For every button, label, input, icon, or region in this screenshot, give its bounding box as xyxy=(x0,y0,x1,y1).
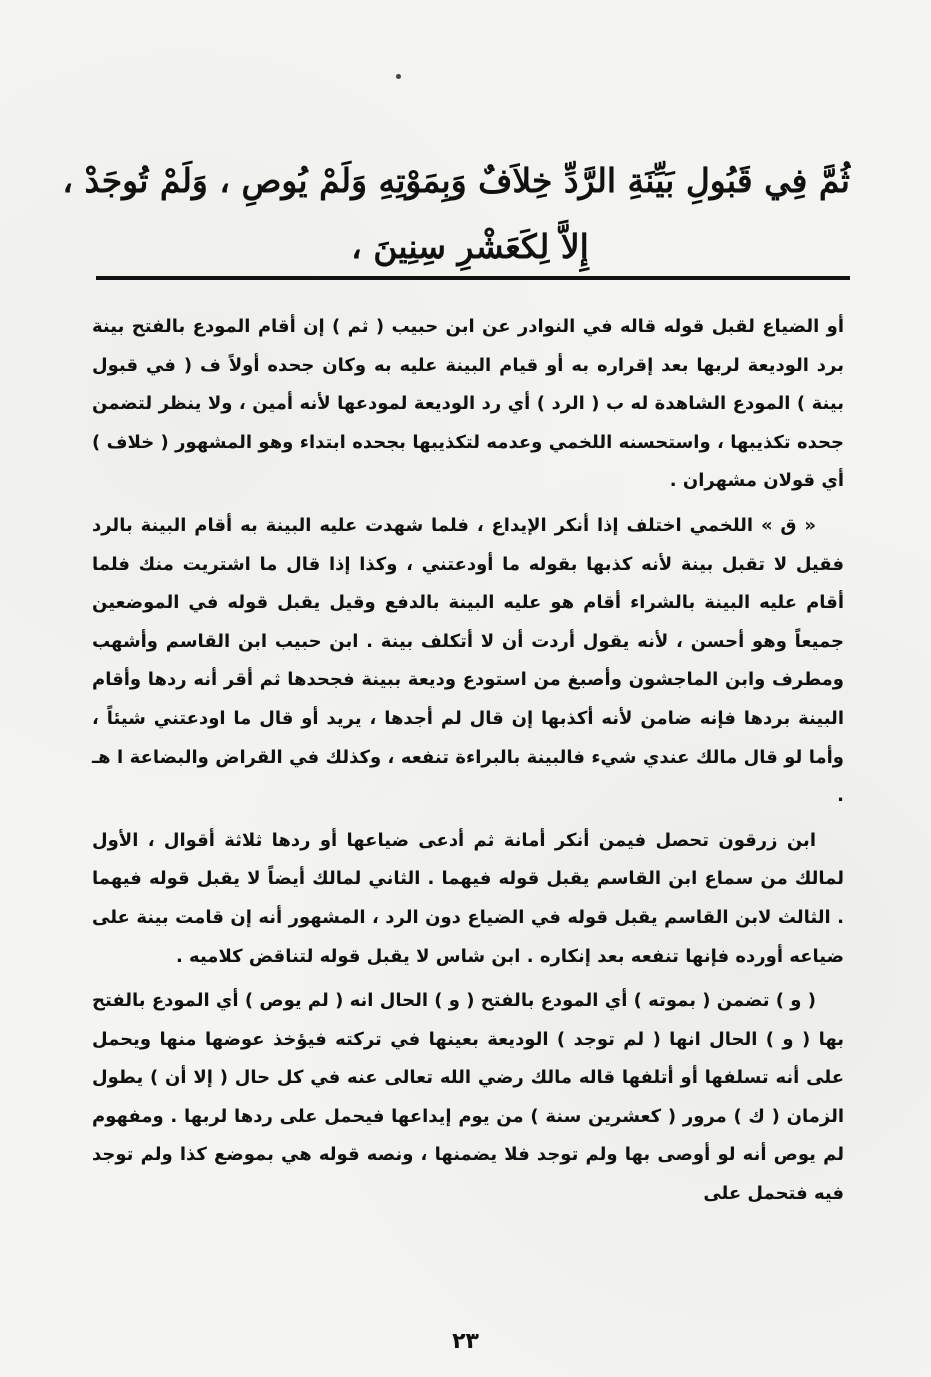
header-divider xyxy=(96,276,850,280)
commentary-body xyxy=(92,308,844,1220)
ink-dot xyxy=(396,74,401,79)
page-number: ٢٣ xyxy=(452,1329,479,1354)
verse-line-2: إِلاَّ لِكَعَشْرِ سِنِينَ ، xyxy=(351,227,589,266)
paragraph: أو الضياع لقبل قوله قاله في النوادر عن ابن حبيب ( ثم ) إن أقام المودع بالفتح بينة برد الوديعة لربها بعد إقراره به أو قيام البينة عليه به وكان جحده أولاً ف ( في قبول بينة ) المودع الشاهدة له ب ( الرد ) أي رد الوديعة لمودعها لأنه أمين ، ولا ينظر لتضمن جحده تكذيبها ، واستحسنه اللخمي وعدمه لتكذيبها بجحده ابتداء وهو المشهور ( خلاف ) أي قولان مشهران . xyxy=(92,316,844,492)
paragraph: « ق » اللخمي اختلف إذا أنكر الإيداع ، فلما شهدت عليه البينة به أقام البينة بالرد فقيل لا تقبل بينة لأنه كذبها بقوله ما أودعتني ، وكذا إذا قال ما اشتريت منك فلما أقام عليه البينة بالشراء أقام هو عليه البينة بالدفع وقيل يقبل قوله في الموضعين جميعاً وهو أحسن ، لأنه يقول أردت أن لا أتكلف بينة . ابن حبيب ابن القاسم وأشهب ومطرف وابن الماجشون وأصبغ من استودع وديعة ببينة فجحدها ثم أقر أنه ردها وأقام البينة بردها فإنه ضامن لأنه أكذبها إن قال لم أجدها ، يريد أو قال ما اودعتني شيئاً ، وأما لو قال مالك عندي شيء فالبينة بالبراءة تنفعه ، وكذلك في القراض والبضاعة ا هـ . xyxy=(92,514,844,807)
paragraph: ( و ) تضمن ( بموته ) أي المودع بالفتح ( و ) الحال انه ( لم يوص ) أي المودع بالفتح بها ( و ) الحال انها ( لم توجد ) الوديعة بعينها في تركته فيؤخذ عوضها منها ويحمل على أنه تسلفها أو أتلفها قاله مالك رضي الله تعالى عنه في كل حال ( إلا أن ) يطول الزمان ( ك ) مرور ( كعشرين سنة ) من يوم إيداعها فيحمل على ردها لربها . ومفهوم لم يوص أنه لو أوصى بها ولم توجد فلا يضمنها ، ونصه قوله هي بموضع كذا ولم توجد فيه فتحمل على xyxy=(92,990,844,1205)
verse-header xyxy=(62,148,850,280)
paragraph: ابن زرقون تحصل فيمن أنكر أمانة ثم أدعى ضياعها أو ردها ثلاثة أقوال ، الأول لمالك من سماع ابن القاسم يقبل قوله فيهما . الثاني لمالك أيضاً لا يقبل قوله فيهما . الثالث لابن القاسم يقبل قوله في الضياع دون الرد ، المشهور أنه إن قامت بينة على ضياعه أورده فإنها تنفعه بعد إنكاره . ابن شاس لا يقبل قوله لتناقض كلاميه . xyxy=(92,829,844,967)
verse-line-1: ثُمَّ فِي قَبُولِ بَيِّنَةِ الرَّدِّ خِلاَفٌ وَبِمَوْتِهِ وَلَمْ يُوصِ ، وَلَمْ تُوجَدْ ، xyxy=(62,161,850,200)
